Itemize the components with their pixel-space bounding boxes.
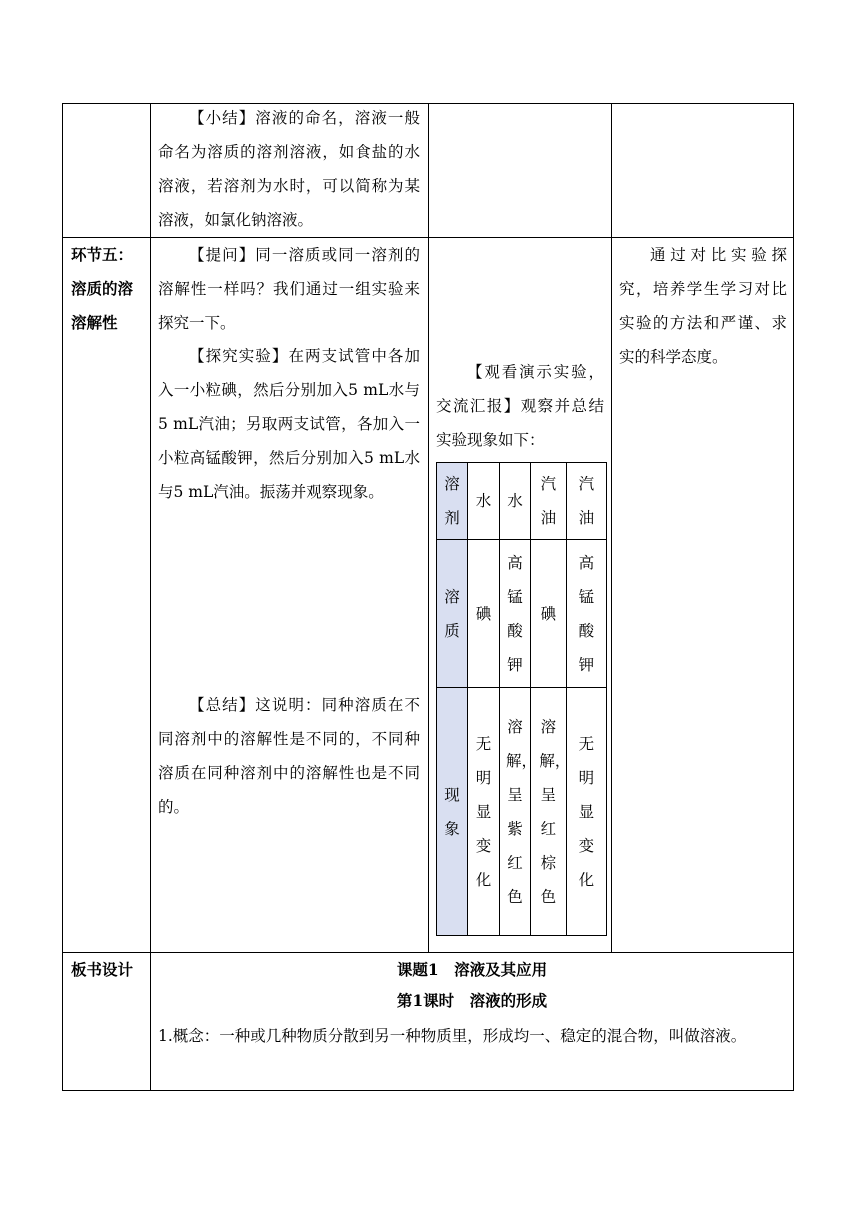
table-cell: 高锰酸钾: [566, 540, 606, 688]
stage-label-line: 环节五：: [71, 245, 134, 264]
table-cell: 无明显变化: [468, 688, 500, 936]
board-subtitle: 第1课时 溶液的形成: [396, 991, 548, 1010]
solute-header: 溶质: [437, 540, 468, 688]
table-row: [437, 463, 607, 540]
experiment-result-table: [436, 462, 607, 936]
experiment-text: 【探究实验】在两支试管中各加入一小粒碘，然后分别加入5 mL水与5 mL汽油；另取两支试管，各加入一小粒高锰酸钾，然后分别加入5 mL水与5 mL汽油。振荡并观察现象。: [158, 347, 420, 501]
table-row: [437, 688, 607, 936]
table-cell: 高锰酸钾: [499, 540, 530, 688]
table-border-bottom: [62, 1090, 794, 1091]
solvent-header: 溶剂: [437, 463, 468, 540]
table-cell: 水: [468, 463, 500, 540]
table-cell: 碘: [468, 540, 500, 688]
student-activity-text: 【观看演示实验，交流汇报】观察并总结实验现象如下：: [436, 363, 604, 449]
summary-naming-text: 【小结】溶液的命名，溶液一般命名为溶质的溶剂溶液，如食盐的水溶液，若溶剂为水时，可以简称为某溶液，如氯化钠溶液。: [158, 109, 420, 229]
phenomenon-header: 现象: [437, 688, 468, 936]
table-cell: 碘: [531, 540, 567, 688]
table-border-right: [793, 103, 794, 1091]
table-cell: 汽油: [566, 463, 606, 540]
table-col-divider: [150, 103, 151, 1091]
design-intent-text: 通过对比实验探究，培养学生学习对比实验的方法和严谨、求实的科学态度。: [619, 246, 787, 366]
table-cell: 无明显变化: [566, 688, 606, 936]
table-col-divider: [611, 103, 612, 953]
stage-label-line: 溶解性: [71, 313, 118, 332]
board-design-label: 板书设计: [71, 960, 134, 979]
board-title: 课题1 溶液及其应用: [396, 960, 548, 979]
conclusion-text: 【总结】这说明：同种溶质在不同溶剂中的溶解性是不同的，不同种溶质在同种溶剂中的溶解性也是不同的。: [158, 696, 420, 816]
board-concept-text: 1.概念：一种或几种物质分散到另一种物质里，形成均一、稳定的混合物，叫做溶液。: [158, 1027, 747, 1045]
stage-label-line: 溶质的溶: [71, 279, 134, 298]
table-cell: 溶解，呈红棕色: [531, 688, 567, 936]
table-cell: 水: [499, 463, 530, 540]
table-cell: 溶解，呈紫红色: [499, 688, 530, 936]
stage-label: [71, 238, 147, 340]
table-cell: 汽油: [531, 463, 567, 540]
table-row: [437, 540, 607, 688]
question-text: 【提问】同一溶质或同一溶剂的溶解性一样吗？我们通过一组实验来探究一下。: [158, 246, 420, 332]
table-col-divider: [428, 103, 429, 953]
table-border-left: [62, 103, 63, 1091]
